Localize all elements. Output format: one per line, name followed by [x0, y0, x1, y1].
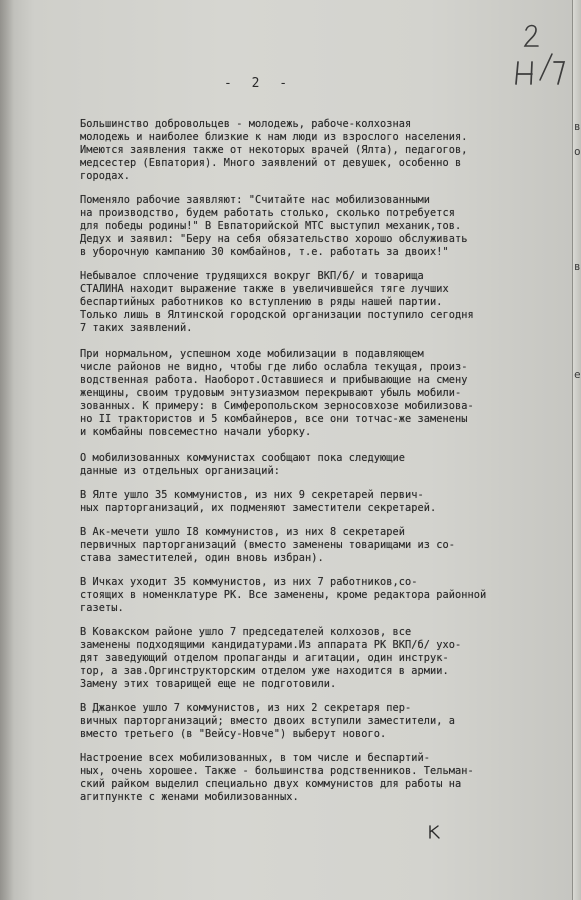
strip-letter: о [574, 145, 581, 158]
text-line: числе районов не видно, чтобы где либо ослабла текущая, произ- [80, 361, 468, 373]
paragraph [80, 194, 560, 259]
text-line: агитпункте с женами мобилизованных. [80, 791, 299, 803]
text-line: При нормальном, успешном ходе мобилизации в подавляющем [80, 348, 424, 360]
text-line: Поменяло рабочие заявляют: "Считайте нас мобилизованными [80, 194, 430, 206]
text-line: дят заведующий отделом пропаганды и агитации, один инструк- [80, 652, 449, 664]
text-line: первичных парторганизаций (вместо заменены товарищами из со- [80, 539, 455, 551]
text-line: В Ялте ушло 35 коммунистов, из них 9 секретарей первич- [80, 489, 424, 501]
text-line: В Ковакском районе ушло 7 председателей колхозов, все [80, 626, 412, 638]
text-line: Небывалое сплочение трудящихся вокруг ВКП/б/ и товарища [80, 270, 424, 282]
page-number: - 2 - [224, 76, 294, 91]
text-line: вместо третьего (в "Вейсу-Новче") выберут нового. [80, 728, 387, 740]
text-line: на производство, будем работать столько, сколько потребуется [80, 207, 455, 219]
text-line: женщины, своим трудовым энтузиазмом перекрывают убыль мобили- [80, 387, 462, 399]
text-line: но II трактористов и 5 комбайнеров, все они тотчас-же заменены [80, 413, 468, 425]
text-line: Большинство добровольцев - молодежь, рабоче-колхозная [80, 118, 412, 130]
text-line: В Ичках уходит 35 коммунистов, из них 7 работников,со- [80, 576, 418, 588]
page-edge-shadow [0, 0, 14, 900]
text-line: для победы родины!" В Евпаторийской МТС выступил механик,тов. [80, 220, 462, 232]
paragraph [80, 702, 560, 741]
text-line: тор, а зав.Оргинструкторским отделом уже находится в армии. [80, 665, 449, 677]
text-line: Замену этих товарищей еще не подготовили. [80, 678, 337, 690]
paragraph [80, 270, 560, 335]
paragraph [80, 752, 560, 804]
strip-letter: е [574, 368, 581, 381]
text-line: и комбайны повсеместно начали уборку. [80, 426, 312, 438]
strip-letter: в [574, 120, 581, 133]
text-line: газеты. [80, 602, 124, 614]
text-line: заменены подходящими кандидатурами.Из аппарата РК ВКП/б/ ухо- [80, 639, 462, 651]
text-line: ский райком выделил специально двух коммунистов для работы на [80, 778, 462, 790]
text-line: данные из отдельных организаций: [80, 465, 280, 477]
text-line: О мобилизованных коммунистах сообщают пока следующие [80, 452, 405, 464]
text-line: вичных парторганизаций; вместо двоих вступили заместители, а [80, 715, 455, 727]
paragraph [80, 576, 560, 615]
paragraph [80, 348, 560, 439]
paragraph [80, 489, 560, 515]
text-line: в уборочную кампанию 30 комбайнов, т.е. работать за двоих!" [80, 246, 449, 258]
adjacent-page-strip [572, 0, 581, 900]
handwritten-folio-mark [512, 18, 568, 88]
paragraph [80, 526, 560, 565]
text-line: молодежь и наиболее близкие к нам люди из взрослого населения. [80, 131, 468, 143]
text-line: В Джанкое ушло 7 коммунистов, из них 2 секретаря пер- [80, 702, 412, 714]
text-line: Дедух и заявил: "Беру на себя обязательство хорошо обслуживать [80, 233, 468, 245]
paragraph [80, 626, 560, 691]
text-line: ных парторганизаций, их подменяют заместители секретарей. [80, 502, 437, 514]
strip-letter: в [574, 260, 581, 273]
text-line: 7 таких заявлений. [80, 322, 193, 334]
text-line: медсестер (Евпатория). Много заявлений от девушек, особенно в [80, 157, 462, 169]
paragraph [80, 452, 560, 478]
text-line: стоящих в номенклатуре РК. Все заменены, кроме редактора районной [80, 589, 487, 601]
text-line: беспартийных работников ко вступлению в ряды нашей партии. [80, 296, 443, 308]
text-line: городах. [80, 170, 130, 182]
paragraph [80, 118, 560, 183]
text-line: Имеются заявления также от некоторых врачей (Ялта), педагогов, [80, 144, 468, 156]
text-line: ных, очень хорошее. Также - большинства родственников. Тельман- [80, 765, 474, 777]
text-line: Настроение всех мобилизованных, в том числе и беспартий- [80, 752, 430, 764]
text-line: Только лишь в Ялтинской городской организации поступило сегодня [80, 309, 474, 321]
text-line: СТАЛИНА находит выражение также в увеличившейся тяге лучших [80, 283, 449, 295]
text-line: В Ак-мечети ушло I8 коммунистов, из них 8 секретарей [80, 526, 405, 538]
text-line: става заместителей, один вновь избран). [80, 552, 324, 564]
handwritten-correction-mark [428, 824, 442, 840]
document-body [80, 118, 560, 815]
text-line: зованных. К примеру: в Симферопольском зерносовхозе мобилизова- [80, 400, 474, 412]
text-line: водственная работа. Наоборот.Оставшиеся и прибывающие на смену [80, 374, 468, 386]
